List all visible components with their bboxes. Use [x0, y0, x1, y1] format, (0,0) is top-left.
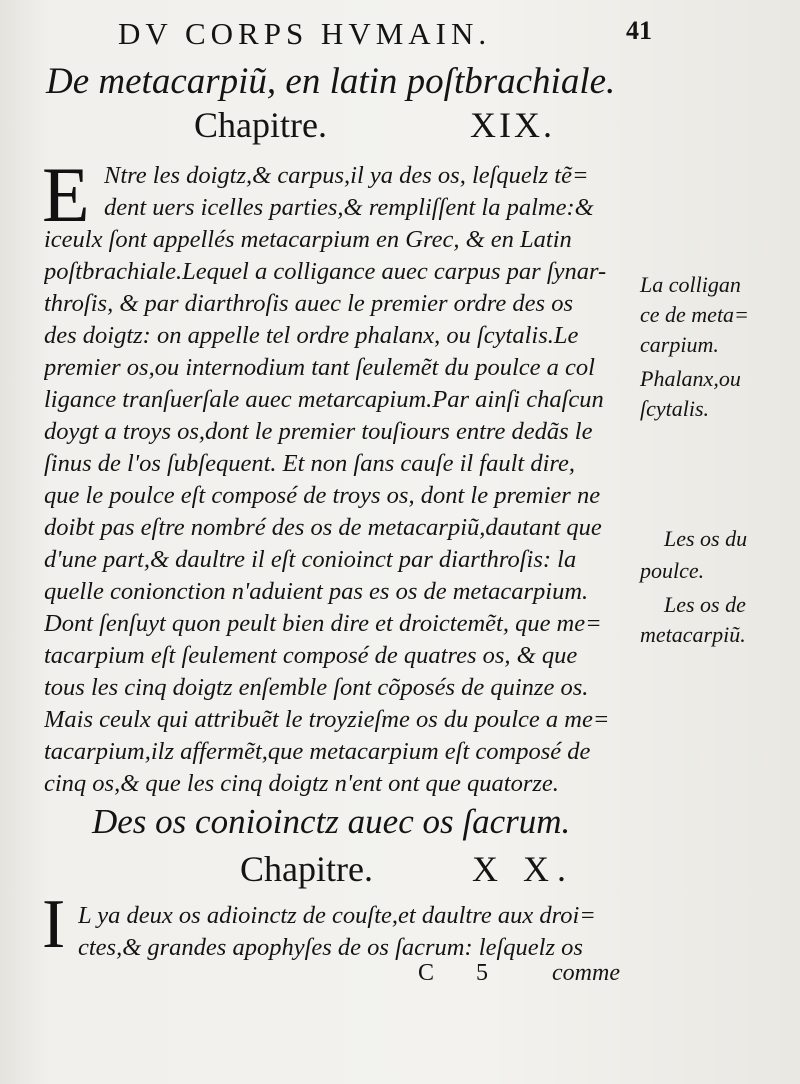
margin-note-colligance: La colligan: [640, 272, 741, 297]
chapter-number: X X.: [472, 849, 574, 889]
text-line: doibt pas eſtre nombré des os de metacarpiũ,dautant que: [44, 514, 602, 541]
text-line: tacarpium eſt ſeulement composé de quatres os, & que: [44, 642, 578, 669]
text-line: doygt a troys os,dont le premier touſiours entre dedãs le: [44, 418, 593, 445]
margin-note-metacarpii: Les os de: [664, 592, 746, 617]
text-line: Dont ſenſuyt quon peult bien dire et droictemẽt, que me=: [44, 610, 602, 637]
catchword: comme: [552, 960, 620, 986]
text-line: iceulx ſont appellés metacarpium en Grec, & en Latin: [44, 226, 572, 253]
text-line: ſinus de l'os ſubſequent. Et non ſans cauſe il fault dire,: [44, 450, 576, 477]
drop-cap: I: [42, 886, 66, 963]
text-line: Mais ceulx qui attribuẽt le troyzieſme os du poulce a me=: [44, 706, 610, 733]
chapter-label: Chapitre.: [194, 105, 327, 145]
text-line: tous les cinq doigtz enſemble ſont cõposés de quinze os.: [44, 674, 589, 701]
text-line: poſtbrachiale.Lequel a colligance auec carpus par ſynar-: [44, 258, 607, 285]
text-line: des doigtz: on appelle tel ordre phalanx, ou ſcytalis.Le: [44, 322, 579, 349]
margin-note-colligance: carpium.: [640, 332, 719, 357]
text-line: L ya deux os adioinctz de couſte,et daultre aux droi=: [78, 902, 596, 929]
text-line: ctes,& grandes apophyſes de os ſacrum: leſquelz os: [78, 934, 583, 961]
drop-cap: E: [42, 151, 90, 238]
text-line: quelle conionction n'aduient pas es os de metacarpium.: [44, 578, 589, 605]
text-line: cinq os,& que les cinq doigtz n'ent ont que quatorze.: [44, 770, 559, 797]
text-line: tacarpium,ilz affermẽt,que metacarpium eſt composé de: [44, 738, 591, 765]
page-header: [0, 14, 800, 54]
margin-note-colligance: ce de meta=: [640, 302, 749, 327]
margin-note-phalanx: Phalanx,ou: [640, 366, 741, 391]
section-heading-sacrum: Des os conioinctz auec os ſacrum.: [92, 802, 571, 841]
section-heading-metacarpium: De metacarpiũ, en latin poſtbrachiale.: [46, 61, 616, 102]
text-line: throſis, & par diarthroſis auec le premier ordre des os: [44, 290, 573, 317]
signature-mark: C 5: [418, 960, 507, 986]
margin-note-metacarpii: metacarpiũ.: [640, 622, 746, 647]
margin-note-poulce: Les os du: [664, 526, 748, 551]
chapter-label: Chapitre.: [240, 849, 373, 889]
text-line: premier os,ou internodium tant ſeulemẽt du poulce a col: [44, 354, 595, 381]
text-line: que le poulce eſt composé de troys os, dont le premier ne: [44, 482, 601, 509]
margin-note-poulce: poulce.: [640, 558, 705, 583]
text-line: dent uers icelles parties,& rempliſſent la palme:&: [104, 194, 594, 221]
margin-note-phalanx: ſcytalis.: [640, 396, 710, 421]
text-line: Ntre les doigtz,& carpus,il ya des os, leſquelz tẽ=: [104, 162, 589, 189]
page-number: 41: [626, 16, 652, 45]
chapter-number: XIX.: [470, 105, 555, 145]
text-line: ligance tranſuerſale auec metarcapium.Par ainſi chaſcun: [44, 386, 604, 413]
running-title: DV CORPS HVMAIN.: [118, 16, 492, 51]
text-line: d'une part,& daultre il eſt conioinct par diarthroſis: la: [44, 546, 577, 573]
